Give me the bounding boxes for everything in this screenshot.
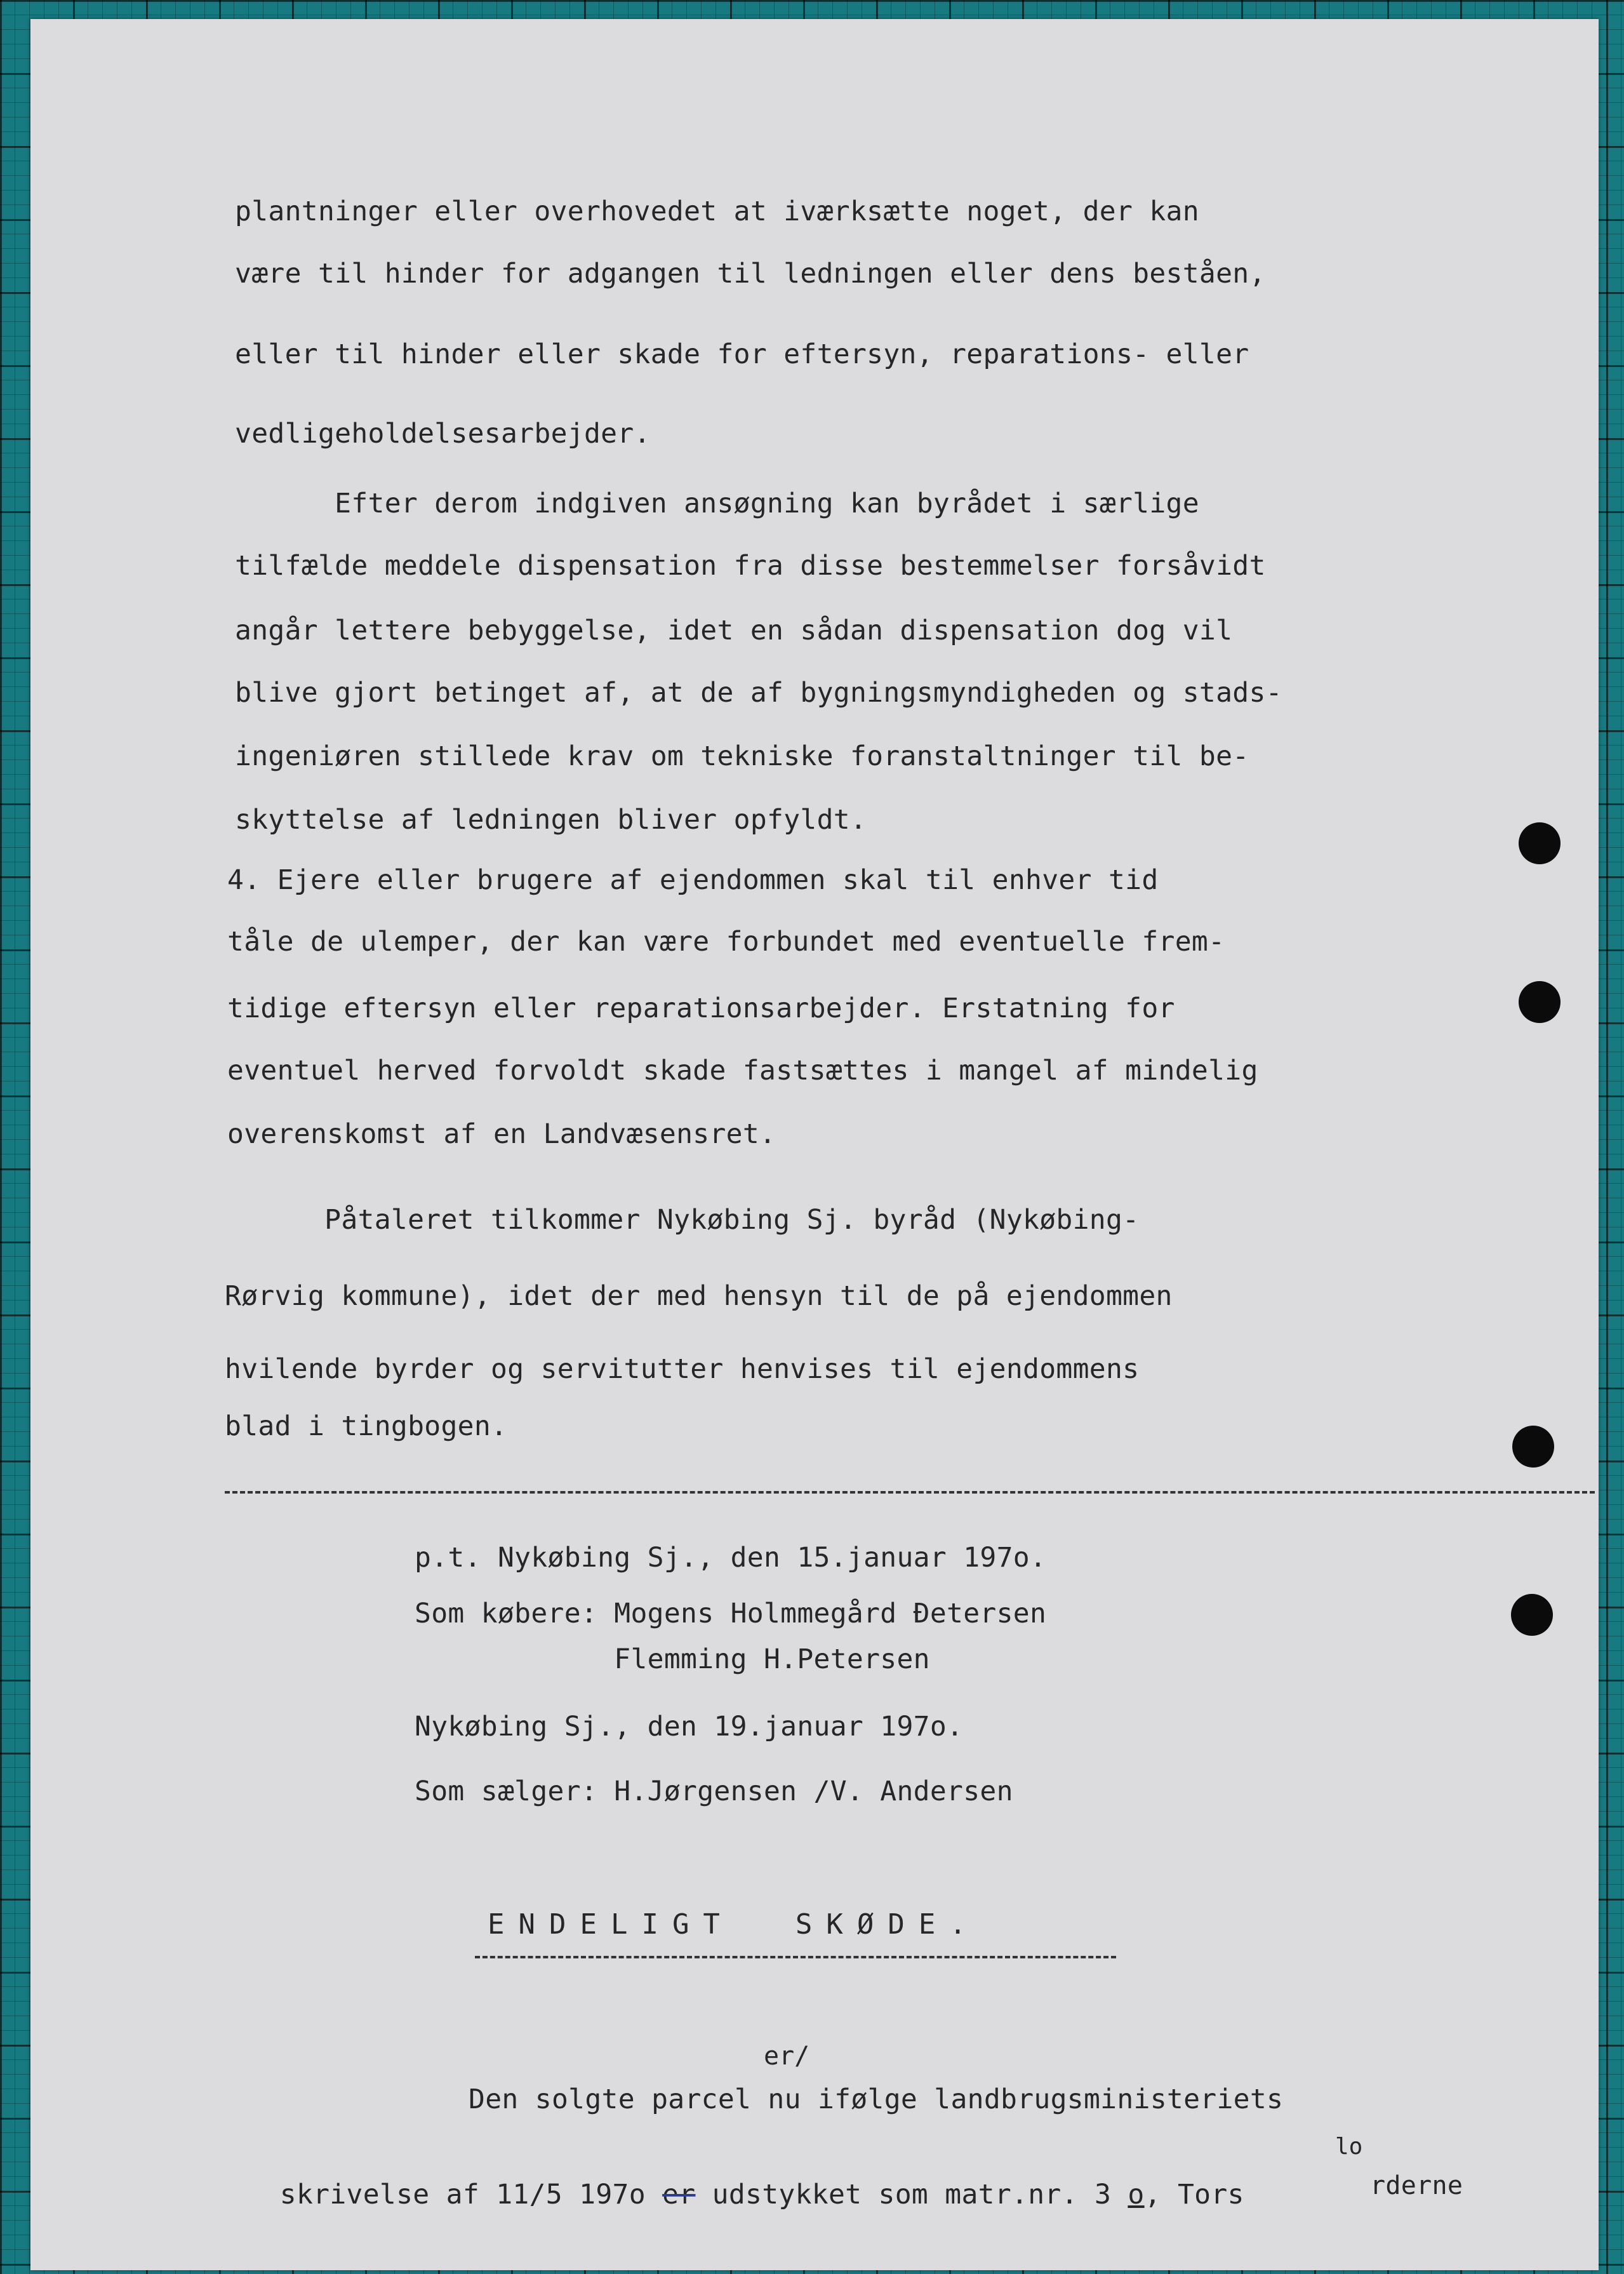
text-line: rderne: [1370, 2171, 1463, 2200]
text-line: plantninger eller overhovedet at iværksætte noget, der kan: [235, 196, 1199, 227]
document-page: [30, 19, 1599, 2270]
punch-hole: [1519, 981, 1561, 1023]
text-line: blive gjort betinget af, at de af bygningsmyndigheden og stads-: [235, 677, 1282, 709]
handwritten-insert: er/: [764, 2042, 810, 2071]
text-segment: skrivelse af 11/5 197o: [279, 2179, 663, 2210]
text-line: vedligeholdelsesarbejder.: [235, 418, 651, 450]
struck-word: er: [662, 2179, 696, 2210]
punch-hole: [1511, 1594, 1553, 1636]
superscript-letters: lo: [1335, 2134, 1363, 2160]
punch-hole: [1519, 822, 1561, 864]
underlined-letter: o: [1128, 2179, 1145, 2210]
text-segment: udstykket som matr.nr. 3: [695, 2179, 1128, 2210]
text-line: [213, 2154, 1244, 2236]
text-segment: , Tors: [1144, 2179, 1244, 2210]
heading-underline: [475, 1956, 1116, 1958]
text-line: eller til hinder eller skade for eftersyn, reparations- eller: [235, 338, 1249, 370]
text-line: være til hinder for adgangen til ledningen eller dens beståen,: [235, 258, 1266, 290]
text-line: angår lettere bebyggelse, idet en sådan dispensation dog vil: [235, 615, 1233, 646]
text-line: 4. Ejere eller brugere af ejendommen skal til enhver tid: [227, 864, 1159, 896]
text-line: Efter derom indgiven ansøgning kan byrådet i særlige: [235, 488, 1199, 519]
date-line: Nykøbing Sj., den 19.januar 197o.: [415, 1711, 964, 1742]
text-line: eventuel herved forvoldt skade fastsættes i mangel af mindelig: [227, 1055, 1258, 1087]
buyers-line: Flemming H.Petersen: [415, 1643, 930, 1675]
text-line: Påtaleret tilkommer Nykøbing Sj. byråd (Nykøbing-: [225, 1204, 1140, 1236]
seller-line: Som sælger: H.Jørgensen /V. Andersen: [415, 1776, 1013, 1807]
dashed-separator: [225, 1491, 1595, 1494]
text-line: overenskomst af en Landvæsensret.: [227, 1118, 776, 1150]
date-line: p.t. Nykøbing Sj., den 15.januar 197o.: [415, 1542, 1047, 1574]
buyers-line: Som købere: Mogens Holmmegård Ðetersen: [415, 1598, 1047, 1629]
text-line: tidige eftersyn eller reparationsarbejder. Erstatning for: [227, 993, 1175, 1024]
punch-hole: [1512, 1426, 1554, 1468]
text-line: blad i tingbogen.: [225, 1410, 508, 1442]
text-line: Den solgte parcel nu ifølge landbrugsministeriets: [469, 2083, 1284, 2115]
text-line: tilfælde meddele dispensation fra disse bestemmelser forsåvidt: [235, 550, 1266, 582]
text-line: tåle de ulemper, der kan være forbundet med eventuelle frem-: [227, 926, 1225, 958]
document-heading: ENDELIGT SKØDE.: [488, 1908, 980, 1941]
text-line: skyttelse af ledningen bliver opfyldt.: [235, 804, 867, 836]
text-line: Rørvig kommune), idet der med hensyn til de på ejendommen: [225, 1280, 1173, 1312]
text-line: ingeniøren stillede krav om tekniske foranstaltninger til be-: [235, 740, 1249, 772]
text-line: hvilende byrder og servitutter henvises til ejendommens: [225, 1353, 1140, 1385]
